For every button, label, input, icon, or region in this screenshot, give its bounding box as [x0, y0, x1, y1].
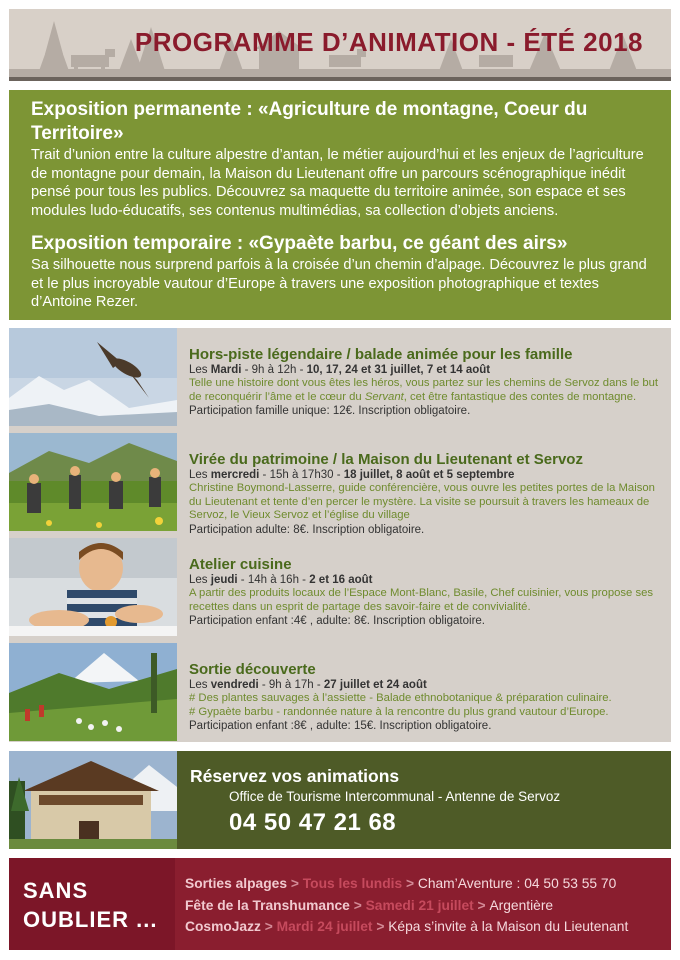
list-item: CosmoJazz > Mardi 24 juillet > Képa s’invite à la Maison du Lieutenant [185, 919, 629, 934]
activity-details [189, 346, 659, 418]
exhibition-temporary-label: Exposition temporaire : [31, 233, 249, 254]
activity-schedule: Les Mardi - 9h à 12h - 10, 17, 24 et 31 juillet, 7 et 14 août [189, 364, 491, 376]
dont-forget-label-box [9, 858, 175, 950]
list-item: Fête de la Transhumance > Samedi 21 juillet > Argentière [185, 897, 554, 913]
activity-details [189, 661, 659, 733]
activity-details [189, 451, 659, 537]
activity-price: Participation adulte: 8€. Inscription obligatoire. [189, 523, 425, 536]
activity-price: Participation enfant :8€ , adulte: 15€. Inscription obligatoire. [189, 720, 492, 732]
activity-schedule: Les jeudi - 14h à 16h - 2 et 16 août [189, 574, 373, 586]
exhibition-permanent-heading [31, 98, 651, 146]
activity-schedule: Les vendredi - 9h à 17h - 27 juillet et 24 août [189, 679, 427, 691]
activity-item [9, 433, 671, 536]
exhibition-permanent-label: Exposition permanente : [31, 99, 258, 120]
activity-description: Christine Boymond-Lasserre, guide conférencière, vous ouvre les petites portes de la Maison du Lieutenant et tente d’en percer le mystère. La visite se poursuit à travers les hameaux de Servoz, le Vieux Servoz et l’église du village [189, 482, 655, 521]
exhibition-temporary-heading [31, 232, 651, 256]
exhibitions-panel [9, 90, 671, 320]
exhibition-permanent-text: Trait d’union entre la culture alpestre d’antan, le métier aujourd’hui et les enjeux de l’agriculture de montagne pour demain, la Maison du Lieutenant offre un parcours scénographique inédit pensé pour tous les publics. Découvrez sa maquette du territoire animée, son espace et ses modules ludo-éducatifs, ses contenus multimédias, sa collection d’objets anciens. [31, 147, 644, 219]
activity-description: Telle une histoire dont vous êtes les héros, vous partez sur les chemins de Servoz dans le but de reconquérir l’âme et le cœur du Servant, cet être fantastique des contes de montagne. [189, 377, 659, 403]
activity-price: Participation enfant :4€ , adulte: 8€. Inscription obligatoire. [189, 615, 485, 627]
phone-number[interactable]: 04 50 47 21 68 [229, 809, 397, 836]
dont-forget-panel [9, 858, 671, 950]
tourist-office-name: Office de Tourisme Intercommunal - Antenne de Servoz [229, 789, 561, 804]
alpine-hikers-photo [9, 643, 177, 741]
activity-item [9, 643, 671, 741]
activity-schedule: Les mercredi - 15h à 17h30 - 18 juillet, 8 août et 5 septembre [189, 469, 515, 481]
activity-description: # Des plantes sauvages à l’assiette - Balade ethnobotanique & préparation culinaire. # Gypaète barbu - randonnée nature à la rencontre du plus grand vautour d’Europe. [189, 692, 612, 718]
vulture-photo [9, 328, 177, 426]
dont-forget-label: SANS OUBLIER ... [23, 878, 158, 932]
reservation-title: Réservez vos animations [190, 766, 400, 786]
exhibition-permanent-title: «Agriculture de montagne, Coeur du Territoire» [31, 99, 588, 144]
activities-list [9, 328, 671, 742]
chalet-photo [9, 751, 177, 849]
list-item: Sorties alpages > Tous les lundis > Cham’Aventure : 04 50 53 55 70 [185, 876, 617, 891]
meadow-group-photo [9, 433, 177, 531]
header-banner [9, 9, 671, 81]
activity-title: Hors-piste légendaire / balade animée pour les famille [189, 346, 573, 363]
activity-item [9, 538, 671, 636]
exhibition-temporary-text: Sa silhouette nous surprend parfois à la croisée d’un chemin d’alpage. Découvrez le plus grand et le plus incroyable vautour d’Europe à travers une exposition photographique et textes d’Antoine Rezer. [31, 257, 647, 310]
reservation-panel [9, 751, 671, 849]
activity-description: A partir des produits locaux de l’Espace Mont-Blanc, Basile, Chef cuisinier, vous propose ses recettes dans un esprit de partage des savoir-faire et de convivialité. [189, 587, 654, 613]
exhibition-temporary-title: «Gypaète barbu, ce géant des airs» [248, 233, 568, 254]
activity-title: Sortie découverte [189, 661, 316, 678]
activity-details [189, 556, 659, 628]
activity-title: Atelier cuisine [189, 556, 292, 573]
activity-title: Virée du patrimoine / la Maison du Lieutenant et Servoz [189, 451, 583, 468]
activity-item [9, 328, 671, 426]
child-cooking-photo [9, 538, 177, 636]
page-title: PROGRAMME D’ANIMATION - ÉTÉ 2018 [134, 27, 643, 57]
dont-forget-list [185, 873, 665, 938]
activity-price: Participation famille unique: 12€. Inscription obligatoire. [189, 405, 471, 417]
